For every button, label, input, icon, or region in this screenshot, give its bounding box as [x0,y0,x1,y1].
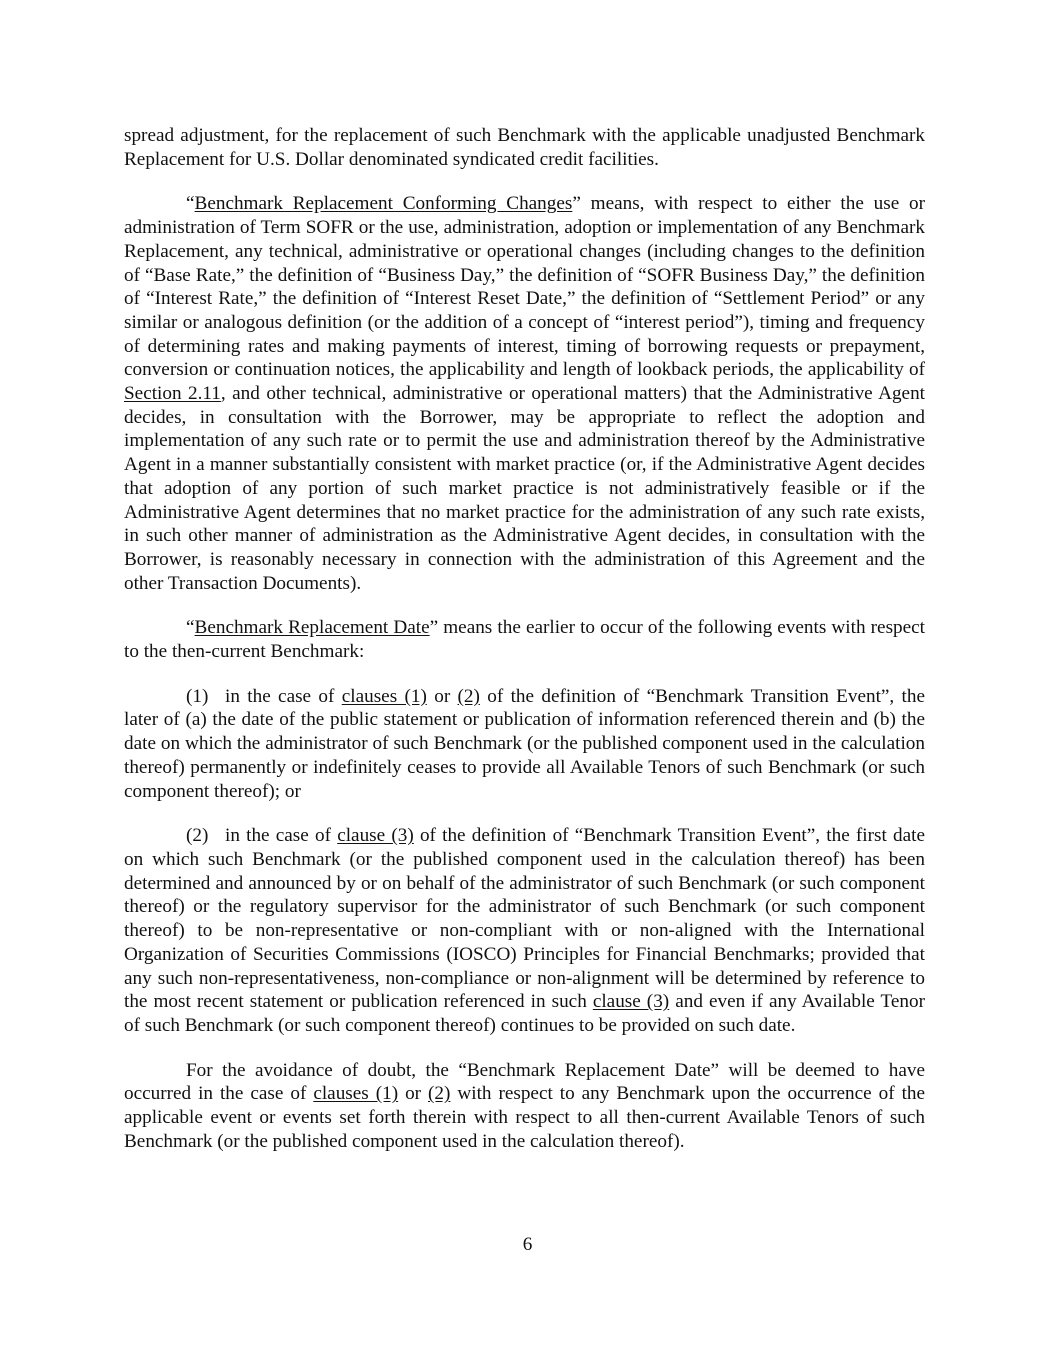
page-number: 6 [522,1234,533,1255]
paragraph-text: and even if any Available Tenor of such Benchmark (or such component thereof) continues to be provided on such date. [124,991,925,1036]
cross-reference-clause: clause (3) [592,991,670,1013]
cross-reference-section: Section 2.11 [124,383,221,405]
open-quote: “ [186,617,195,639]
paragraph-text: or [398,1083,429,1105]
clause-2 [124,824,925,1037]
paragraph-text: of the definition of “Benchmark Transition Event”, the first date on which such Benchmark (or the published component used in the calculation thereof) has been determined and announced by or on behalf of the administrator of such Benchmark (or such component thereof) or the regulatory supervisor for the administrator of such Benchmark (or such component thereof) to be non-representative or non-compliant with or non-aligned with the International Organization of Securities Commissions (IOSCO) Principles for Financial Benchmarks; provided that any such non-representativeness, non-compliance or non-alignment will be determined by reference to the most recent statement or publication referenced in such [124,825,925,1013]
paragraph-text: ” means, with respect to either the use or administration of Term SOFR or the use, administration, adoption or implementation of any Benchmark Replacement, any technical, administrative or operational changes (including changes to the definition of “Base Rate,” the definition of “Business Day,” the definition of “SOFR Business Day,” the definition of “Interest Rate,” the definition of “Interest Reset Date,” the definition of “Settlement Period” or any similar or analogous definition (or the addition of a concept of “interest period”), timing and frequency of determining rates and making payments of interest, timing of borrowing requests or prepayment, conversion or continuation notices, the applicability and length of lookback periods, the applicability of [124,193,925,381]
paragraph-text: spread adjustment, for the replacement of such Benchmark with the applicable unadjusted Benchmark Replacement for U.S. Dollar denominated syndicated credit facilities. [124,125,925,170]
cross-reference-clause: (2) [457,685,480,707]
open-quote: “ [186,193,195,215]
cross-reference-clause: (2) [428,1083,451,1105]
paragraph-avoidance-of-doubt [124,1059,925,1154]
document-page [124,124,925,1174]
cross-reference-clause: clauses (1) [313,1083,399,1105]
cross-reference-clause: clause (3) [337,825,414,847]
cross-reference-clause: clauses (1) [341,685,427,707]
defined-term-replacement-date: Benchmark Replacement Date [194,617,430,639]
paragraph-text: with respect to any Benchmark upon the occurrence of the applicable event or events set forth therein with respect to all then-current Available Tenors of such Benchmark (or the published component used in the calculation thereof). [124,1083,926,1152]
paragraph-text: in the case of [225,685,342,707]
paragraph-text: ” means the earlier to occur of the following events with respect to the then-current Benchmark: [124,617,925,663]
defined-term-conforming-changes: Benchmark Replacement Conforming Changes [194,193,573,215]
paragraph-text: of the definition of “Benchmark Transition Event”, the later of (a) the date of the public statement or publication of information referenced therein and (b) the date on which the administrator of such Benchmark (or the published component used in the calculation thereof) permanently or indefinitely ceases to provide all Available Tenors of such Benchmark (or such component thereof); or [124,685,925,802]
paragraph-text: or [426,685,458,707]
clause-1 [124,685,925,804]
clause-number: (2) [186,825,209,847]
paragraph-conforming-changes [124,192,925,595]
paragraph-replacement-date [124,616,925,663]
paragraph-text: in the case of [225,825,338,847]
clause-number: (1) [186,685,209,707]
paragraph-spread-adjustment [124,124,925,171]
paragraph-text: For the avoidance of doubt, the “Benchmark Replacement Date” will be deemed to have occurred in the case of [124,1059,925,1105]
paragraph-text: , and other technical, administrative or operational matters) that the Administrative Agent decides, in consultation with the Borrower, may be appropriate to reflect the adoption and implementation of any such rate or to permit the use and administration thereof by the Administrative Agent in a manner substantially consistent with market practice (or, if the Administrative Agent decides that adoption of any portion of such market practice is not administratively feasible or if the Administrative Agent determines that no market practice for the administration of any such rate exists, in such other manner of administration as the Administrative Agent decides, in consultation with the Borrower, is reasonably necessary in connection with the administration of this Agreement and the other Transaction Documents). [124,383,925,594]
